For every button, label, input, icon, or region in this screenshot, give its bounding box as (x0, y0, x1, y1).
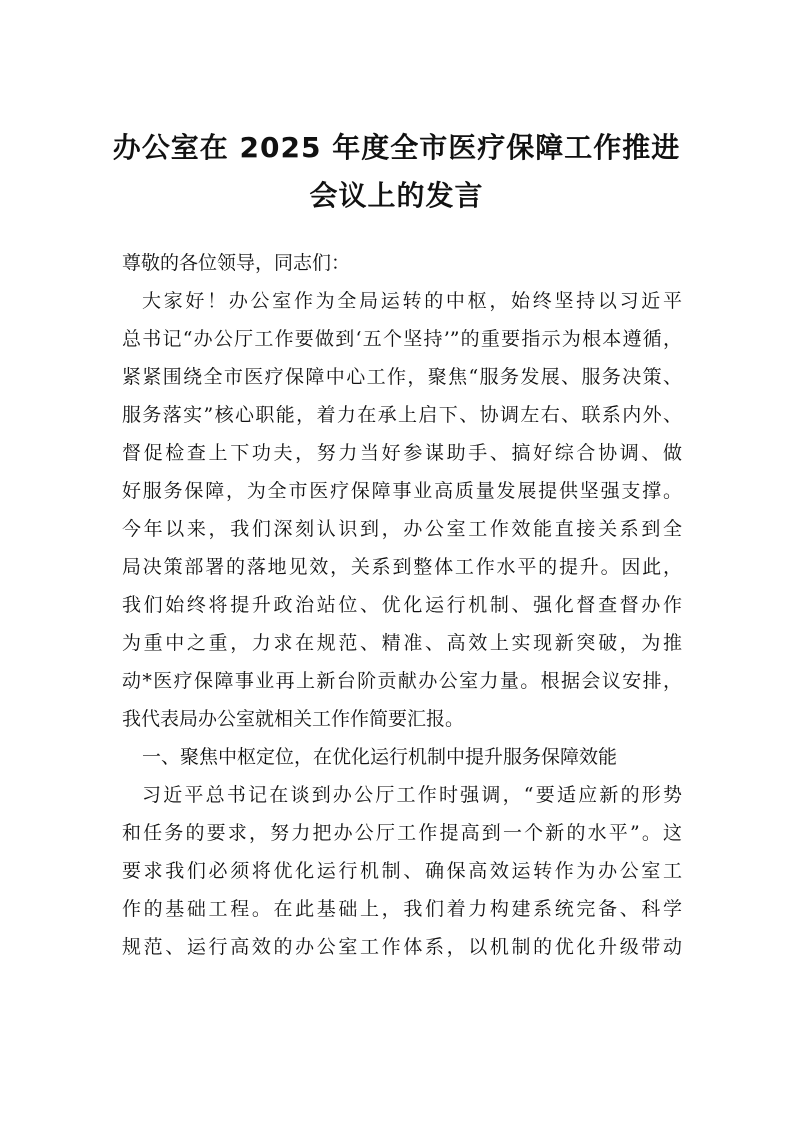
paragraph-line: 大家好！办公室作为全局运转的中枢，始终坚持以习近平 (142, 290, 682, 312)
section-heading: 一、聚焦中枢定位，在优化运行机制中提升服务保障效能 (142, 746, 618, 768)
document-title-line-1: 办公室在 2025 年度全市医疗保障工作推进 (112, 131, 681, 164)
paragraph-line: 我们始终将提升政治站位、优化运行机制、强化督查督办作 (122, 594, 682, 616)
paragraph-line: 规范、运行高效的办公室工作体系，以机制的优化升级带动 (122, 936, 682, 958)
paragraph-line: 作的基础工程。在此基础上，我们着力构建系统完备、科学 (122, 898, 682, 920)
paragraph-line: 动*医疗保障事业再上新台阶贡献办公室力量。根据会议安排， (122, 670, 682, 692)
paragraph-line: 要求我们必须将优化运行机制、确保高效运转作为办公室工 (122, 860, 682, 882)
document-title-line-2: 会议上的发言 (309, 179, 484, 212)
paragraph-line: 服务落实”核心职能，着力在承上启下、协调左右、联系内外、 (122, 404, 682, 426)
paragraph-line: 紧紧围绕全市医疗保障中心工作，聚焦“服务发展、服务决策、 (122, 366, 682, 388)
salutation: 尊敬的各位领导，同志们： (122, 252, 351, 274)
paragraph-line: 为重中之重，力求在规范、精准、高效上实现新突破，为推 (122, 632, 682, 654)
paragraph-line: 好服务保障，为全市医疗保障事业高质量发展提供坚强支撑。 (122, 480, 682, 502)
paragraph-line: 今年以来，我们深刻认识到，办公室工作效能直接关系到全 (122, 518, 682, 540)
paragraph-line: 和任务的要求，努力把办公厅工作提高到一个新的水平”。这 (122, 822, 682, 844)
paragraph-line: 局决策部署的落地见效，关系到整体工作水平的提升。因此， (122, 556, 682, 578)
paragraph-line: 总书记“办公厅工作要做到‘五个坚持’”的重要指示为根本遵循， (122, 328, 682, 350)
paragraph-line: 我代表局办公室就相关工作作简要汇报。 (122, 708, 465, 730)
paragraph-line: 督促检查上下功夫，努力当好参谋助手、搞好综合协调、做 (122, 442, 682, 464)
document-body (122, 248, 682, 1028)
paragraph-line: 习近平总书记在谈到办公厅工作时强调，“要适应新的形势 (142, 784, 682, 806)
